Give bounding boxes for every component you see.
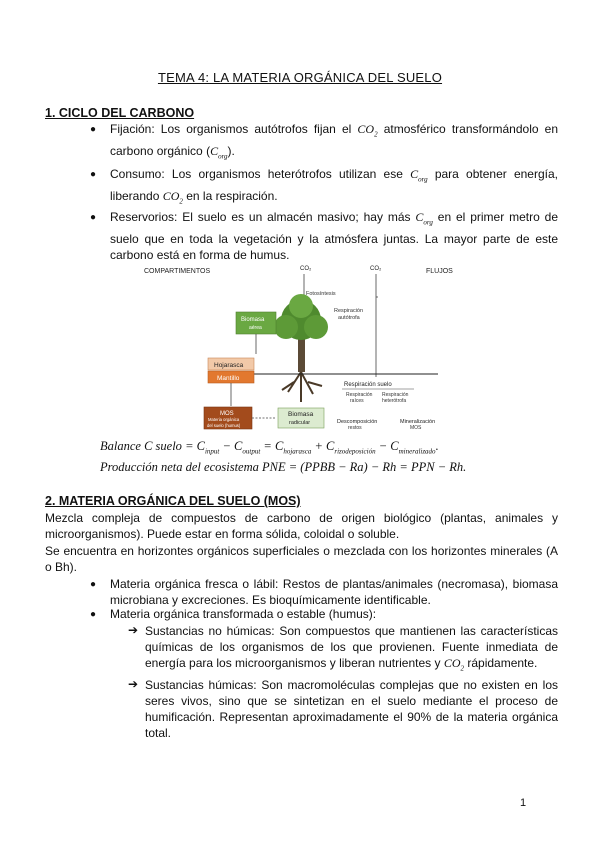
label-resp-autotrofa-2: autótrofa bbox=[338, 315, 360, 321]
fijacion-line-2: carbono orgánico $(C_{org})$. bbox=[110, 144, 235, 161]
bullet-icon: ● bbox=[90, 212, 97, 223]
page-title: TEMA 4: LA MATERIA ORGÁNICA DEL SUELO bbox=[157, 70, 443, 85]
label-mantillo: Mantillo bbox=[217, 375, 240, 382]
fresca-line-1: Materia orgánica fresca o lábil: Restos de plantas/animales (necromasa), biomasa bbox=[110, 577, 558, 591]
label-fotosintesis: Fotosíntesis bbox=[306, 291, 336, 297]
fresca-line-2: microbiana y excreciones. Es bioquímicamente identificable. bbox=[110, 593, 431, 607]
label-flujos: FLUJOS bbox=[426, 268, 453, 275]
arrow-bullet-icon: ➔ bbox=[128, 623, 139, 637]
fijacion-line-1: Fijación: Los organismos autótrofos fijan el $CO_2$ atmosférico transformándolo en bbox=[110, 122, 558, 139]
bullet-icon: ● bbox=[90, 169, 97, 180]
no-humicas-line-1: Sustancias no húmicas: Son compuestos que mantienen las características bbox=[145, 624, 558, 638]
label-mos: MOS bbox=[220, 411, 234, 417]
bullet-icon: ● bbox=[90, 124, 97, 135]
page-number: 1 bbox=[520, 797, 527, 809]
label-biomasa-radicular: Biomasa bbox=[288, 411, 314, 418]
label-mos-3: del suelo (humus) bbox=[207, 423, 241, 428]
label-descomposicion: Descomposición bbox=[337, 419, 378, 425]
label-hojarasca: Hojarasca bbox=[214, 362, 244, 369]
mos-paragraph-2-line-2: o Bh). bbox=[45, 560, 78, 574]
label-mos-2: Materia orgánica bbox=[208, 417, 240, 422]
transformada-line: Materia orgánica transformada o estable (humus): bbox=[110, 607, 377, 621]
bullet-icon: ● bbox=[90, 609, 97, 620]
reservorios-line-1: Reservorios: El suelo es un almacén masivo; hay más $C_{org}$ en el primer metro de bbox=[110, 210, 558, 227]
label-resp-het-1: Respiración bbox=[382, 392, 409, 398]
consumo-line-2: liberando $CO_2$ en la respiración. bbox=[110, 189, 278, 206]
humicas-line-2: seres vivos, sino que se sintetizan en el suelo mediante el proceso de bbox=[145, 694, 558, 708]
pne-formula: Producción neta del ecosistema PNE = (PPBB − Ra) − Rh = PPN − Rh. bbox=[100, 460, 467, 474]
consumo-line-1: Consumo: Los organismos heterótrofos utilizan ese $C_{org}$ para obtener energía, bbox=[110, 167, 558, 184]
label-radicular: radicular bbox=[289, 420, 311, 426]
humicas-line-3: humificación. Representan aproximadamente el 90% de la materia orgánica bbox=[145, 710, 558, 724]
label-compartimentos: COMPARTIMENTOS bbox=[144, 268, 211, 275]
label-co2-left: CO₂ bbox=[300, 266, 312, 272]
tree-roots bbox=[282, 372, 322, 402]
label-resp-raices-2: raíces bbox=[350, 398, 364, 404]
label-resp-suelo: Respiración suelo bbox=[344, 382, 392, 388]
label-mineralizacion: Mineralización bbox=[400, 419, 436, 425]
label-resp-autotrofa-1: Respiración bbox=[334, 308, 364, 314]
no-humicas-line-2: químicas de los organismos de los que provienen. Fuente inmediata de bbox=[145, 640, 558, 654]
mos-paragraph-1-line-2: microorganismos). Puede estar en forma sólida, coloidal o soluble. bbox=[45, 527, 400, 541]
arrow-bullet-icon: ➔ bbox=[128, 677, 139, 691]
label-biomasa: Biomasa bbox=[241, 317, 265, 323]
label-mineralizacion-2: MOS bbox=[410, 425, 422, 431]
mos-paragraph-2-line-1: Se encuentra en horizontes orgánicos superficiales o mezclada con los horizontes minerales (A bbox=[45, 544, 558, 558]
mos-paragraph-1-line-1: Mezcla compleja de compuestos de carbono de origen biológico (plantas, animales y bbox=[45, 511, 558, 525]
section-heading-mos: 2. MATERIA ORGÁNICA DEL SUELO (MOS) bbox=[45, 494, 301, 508]
humicas-line-1: Sustancias húmicas: Son macromoléculas complejas que no existen en los bbox=[145, 678, 558, 692]
bullet-icon: ● bbox=[90, 579, 97, 590]
reservorios-line-2: suelo que en toda la vegetación y la atmósfera juntas. La mayor parte de este bbox=[110, 232, 558, 246]
balance-formula: Balance C suelo = $C_{input} - C_{output} = C_{hojarasca} + C_{rizodeposición} - C_{mineralizado}$. bbox=[100, 439, 439, 456]
label-resp-raices-1: Respiración bbox=[346, 392, 373, 398]
no-humicas-line-3: energía para los microorganismos y liberan nutrientes y $CO_2$ rápidamente. bbox=[145, 656, 538, 673]
label-aerea: aérea bbox=[249, 325, 262, 331]
label-co2-right: CO₂ bbox=[370, 266, 382, 272]
reservorios-line-3: carbono está en forma de humus. bbox=[110, 248, 290, 262]
label-descomposicion-2: restos bbox=[348, 425, 362, 431]
carbon-cycle-diagram bbox=[138, 262, 468, 434]
humicas-line-4: total. bbox=[145, 726, 172, 740]
label-resp-het-2: heterótrofa bbox=[382, 398, 407, 404]
section-heading-ciclo-carbono: 1. CICLO DEL CARBONO bbox=[45, 106, 195, 120]
